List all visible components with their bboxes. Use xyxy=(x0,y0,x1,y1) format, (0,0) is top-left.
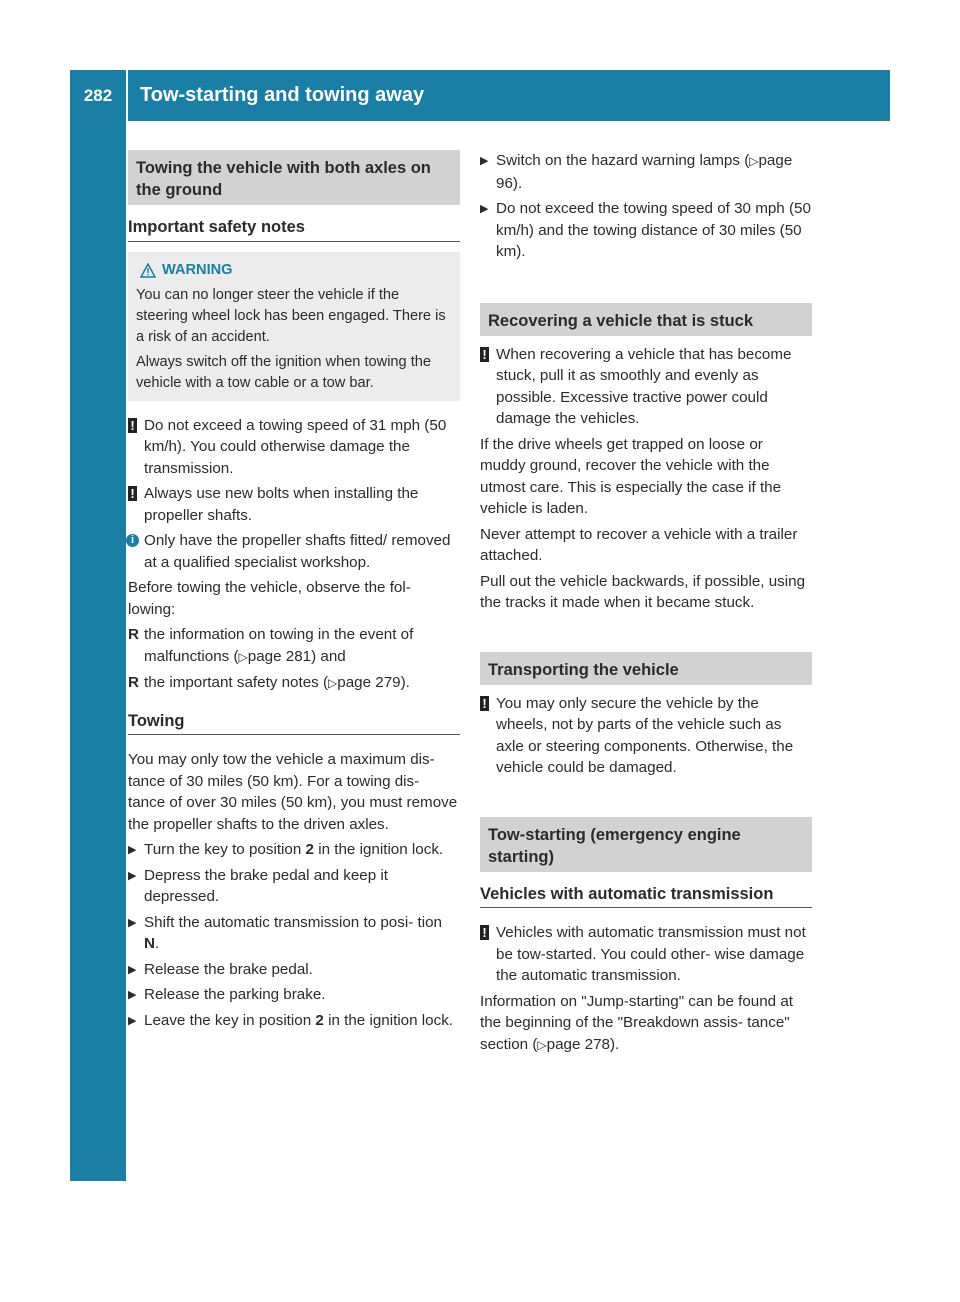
warning-box xyxy=(128,252,460,401)
warning-title: WARNING xyxy=(162,261,233,278)
subheading-automatic-transmission: Vehicles with automatic transmission xyxy=(480,884,812,909)
header-divider xyxy=(126,70,128,121)
warning-triangle-icon xyxy=(140,263,156,278)
step-item xyxy=(128,839,460,861)
page-ref-link[interactable]: page 279). xyxy=(337,674,410,691)
paragraph-before-towing: Before towing the vehicle, observe the fol- lowing: xyxy=(128,579,411,618)
step-emphasis: N xyxy=(144,935,155,952)
page-ref-icon: ▷ xyxy=(328,676,338,690)
info-text: Only have the propeller shafts fitted/ removed at a qualified specialist workshop. xyxy=(144,532,451,571)
bullet-item xyxy=(128,672,460,695)
paragraph-recover-1: If the drive wheels get trapped on loose or muddy ground, recover the vehicle with the utmost care. This is especially the case if the vehicle is laden. xyxy=(480,435,782,517)
bullet-text: the important safety notes ( xyxy=(144,674,329,691)
step-item xyxy=(128,1010,460,1032)
section-title-transporting: Transporting the vehicle xyxy=(480,652,812,685)
step-item xyxy=(128,912,460,955)
left-column xyxy=(128,150,460,1031)
page-ref-icon: ▷ xyxy=(537,1037,547,1052)
note-text: When recovering a vehicle that has become stuck, pull it as smoothly and evenly as possible. Excessive tractive power could damage the vehicles. xyxy=(496,345,792,427)
step-item xyxy=(480,150,812,194)
exclamation-icon: ! xyxy=(128,418,137,433)
note-new-bolts xyxy=(128,483,460,526)
step-text: . xyxy=(154,935,160,952)
subheading-safety-notes: Important safety notes xyxy=(128,217,460,242)
side-tab-label: Breakdown assistance xyxy=(85,501,110,739)
chapter-title: Tow-starting and towing away xyxy=(140,84,425,106)
step-text: Release the parking brake. xyxy=(144,986,326,1003)
note-text: You may only secure the vehicle by the wheels, not by parts of the vehicle such as axle or steering components. Otherwise, the vehicle could be damaged. xyxy=(496,694,794,776)
subheading-towing: Towing xyxy=(128,711,460,736)
exclamation-icon: ! xyxy=(480,347,489,362)
page-ref-icon: ▷ xyxy=(749,154,759,168)
page-ref-link[interactable]: page 281) and xyxy=(247,647,346,665)
note-text: Always use new bolts when installing the propeller shafts. xyxy=(144,485,419,524)
paragraph-recover-3: Pull out the vehicle backwards, if possible, using the tracks it made when it became stuck. xyxy=(480,572,806,611)
bullet-text: the information on towing in the event of malfunctions ( xyxy=(144,626,414,665)
step-text: Do not exceed the towing speed of 30 mph (50 km/h) and the towing distance of 30 miles (50 km). xyxy=(496,200,811,260)
exclamation-icon: ! xyxy=(480,925,489,940)
step-arrow-icon: ▶ xyxy=(128,989,137,1001)
step-text: Release the brake pedal. xyxy=(144,960,313,978)
step-text: Turn the key to position xyxy=(144,841,306,858)
step-text: in the ignition lock. xyxy=(323,1011,454,1029)
step-text: Shift the automatic transmission to posi- tion xyxy=(144,913,442,931)
paragraph-towing: You may only tow the vehicle a maximum dis- tance of 30 miles (50 km). For a towing dis- tance of over 30 miles (50 km), you must remove the propeller shafts to the driven axles. xyxy=(128,751,458,833)
info-propeller-shafts xyxy=(128,530,460,573)
step-arrow-icon: ▶ xyxy=(128,916,137,929)
bullet-icon: R xyxy=(128,674,139,691)
step-text: Leave the key in position xyxy=(144,1011,316,1029)
exclamation-icon: ! xyxy=(128,486,137,501)
step-text: Depress the brake pedal and keep it depressed. xyxy=(144,866,389,905)
note-text: Do not exceed a towing speed of 31 mph (50 km/h). You could otherwise damage the transmission. xyxy=(144,416,447,477)
exclamation-icon: ! xyxy=(480,696,489,711)
step-emphasis: 2 xyxy=(315,1011,324,1029)
warning-text-1: You can no longer steer the vehicle if the steering wheel lock has been engaged. There is a risk of an accident. xyxy=(136,286,446,345)
page-ref-link[interactable]: page 278). xyxy=(546,1035,620,1053)
step-text: in the ignition lock. xyxy=(313,841,444,858)
page-ref-link[interactable]: page 96). xyxy=(496,152,793,192)
paragraph-jump-starting xyxy=(480,991,812,1057)
warning-text-2: Always switch off the ignition when towing the vehicle with a tow cable or a tow bar. xyxy=(136,353,432,391)
page-number: 282 xyxy=(83,85,113,105)
step-arrow-icon: ▶ xyxy=(128,844,137,856)
note-transporting xyxy=(480,693,812,779)
section-title-recovering: Recovering a vehicle that is stuck xyxy=(480,303,812,336)
step-item xyxy=(128,959,460,981)
bullet-icon: R xyxy=(128,626,139,643)
step-item xyxy=(128,984,460,1006)
step-item xyxy=(480,198,812,263)
page-header xyxy=(70,70,890,121)
step-text: Switch on the hazard warning lamps ( xyxy=(496,152,750,169)
bullet-item xyxy=(128,624,460,668)
note-towing-speed xyxy=(128,415,460,480)
step-arrow-icon: ▶ xyxy=(128,963,137,976)
step-arrow-icon: ▶ xyxy=(128,1014,137,1027)
step-arrow-icon: ▶ xyxy=(480,155,489,167)
paragraph-recover-2: Never attempt to recover a vehicle with a trailer attached. xyxy=(480,525,798,564)
right-column xyxy=(480,150,812,1056)
info-icon: i xyxy=(126,534,139,547)
section-title-towing: Towing the vehicle with both axles on the ground xyxy=(128,150,460,205)
section-title-tow-starting: Tow-starting (emergency engine starting) xyxy=(480,817,812,872)
step-item xyxy=(128,865,460,908)
note-recovering xyxy=(480,344,812,430)
step-emphasis: 2 xyxy=(305,841,314,858)
step-arrow-icon: ▶ xyxy=(128,869,137,882)
note-automatic-transmission xyxy=(480,922,812,987)
note-text: Vehicles with automatic transmission must not be tow-started. You could other- wise damage the automatic transmission. xyxy=(496,924,806,984)
page-ref-icon: ▷ xyxy=(238,649,248,664)
warning-header xyxy=(140,260,452,281)
paragraph-text: Information on "Jump-starting" can be found at the beginning of the "Breakdown assis- tance" section ( xyxy=(480,992,794,1053)
step-arrow-icon: ▶ xyxy=(480,203,489,215)
